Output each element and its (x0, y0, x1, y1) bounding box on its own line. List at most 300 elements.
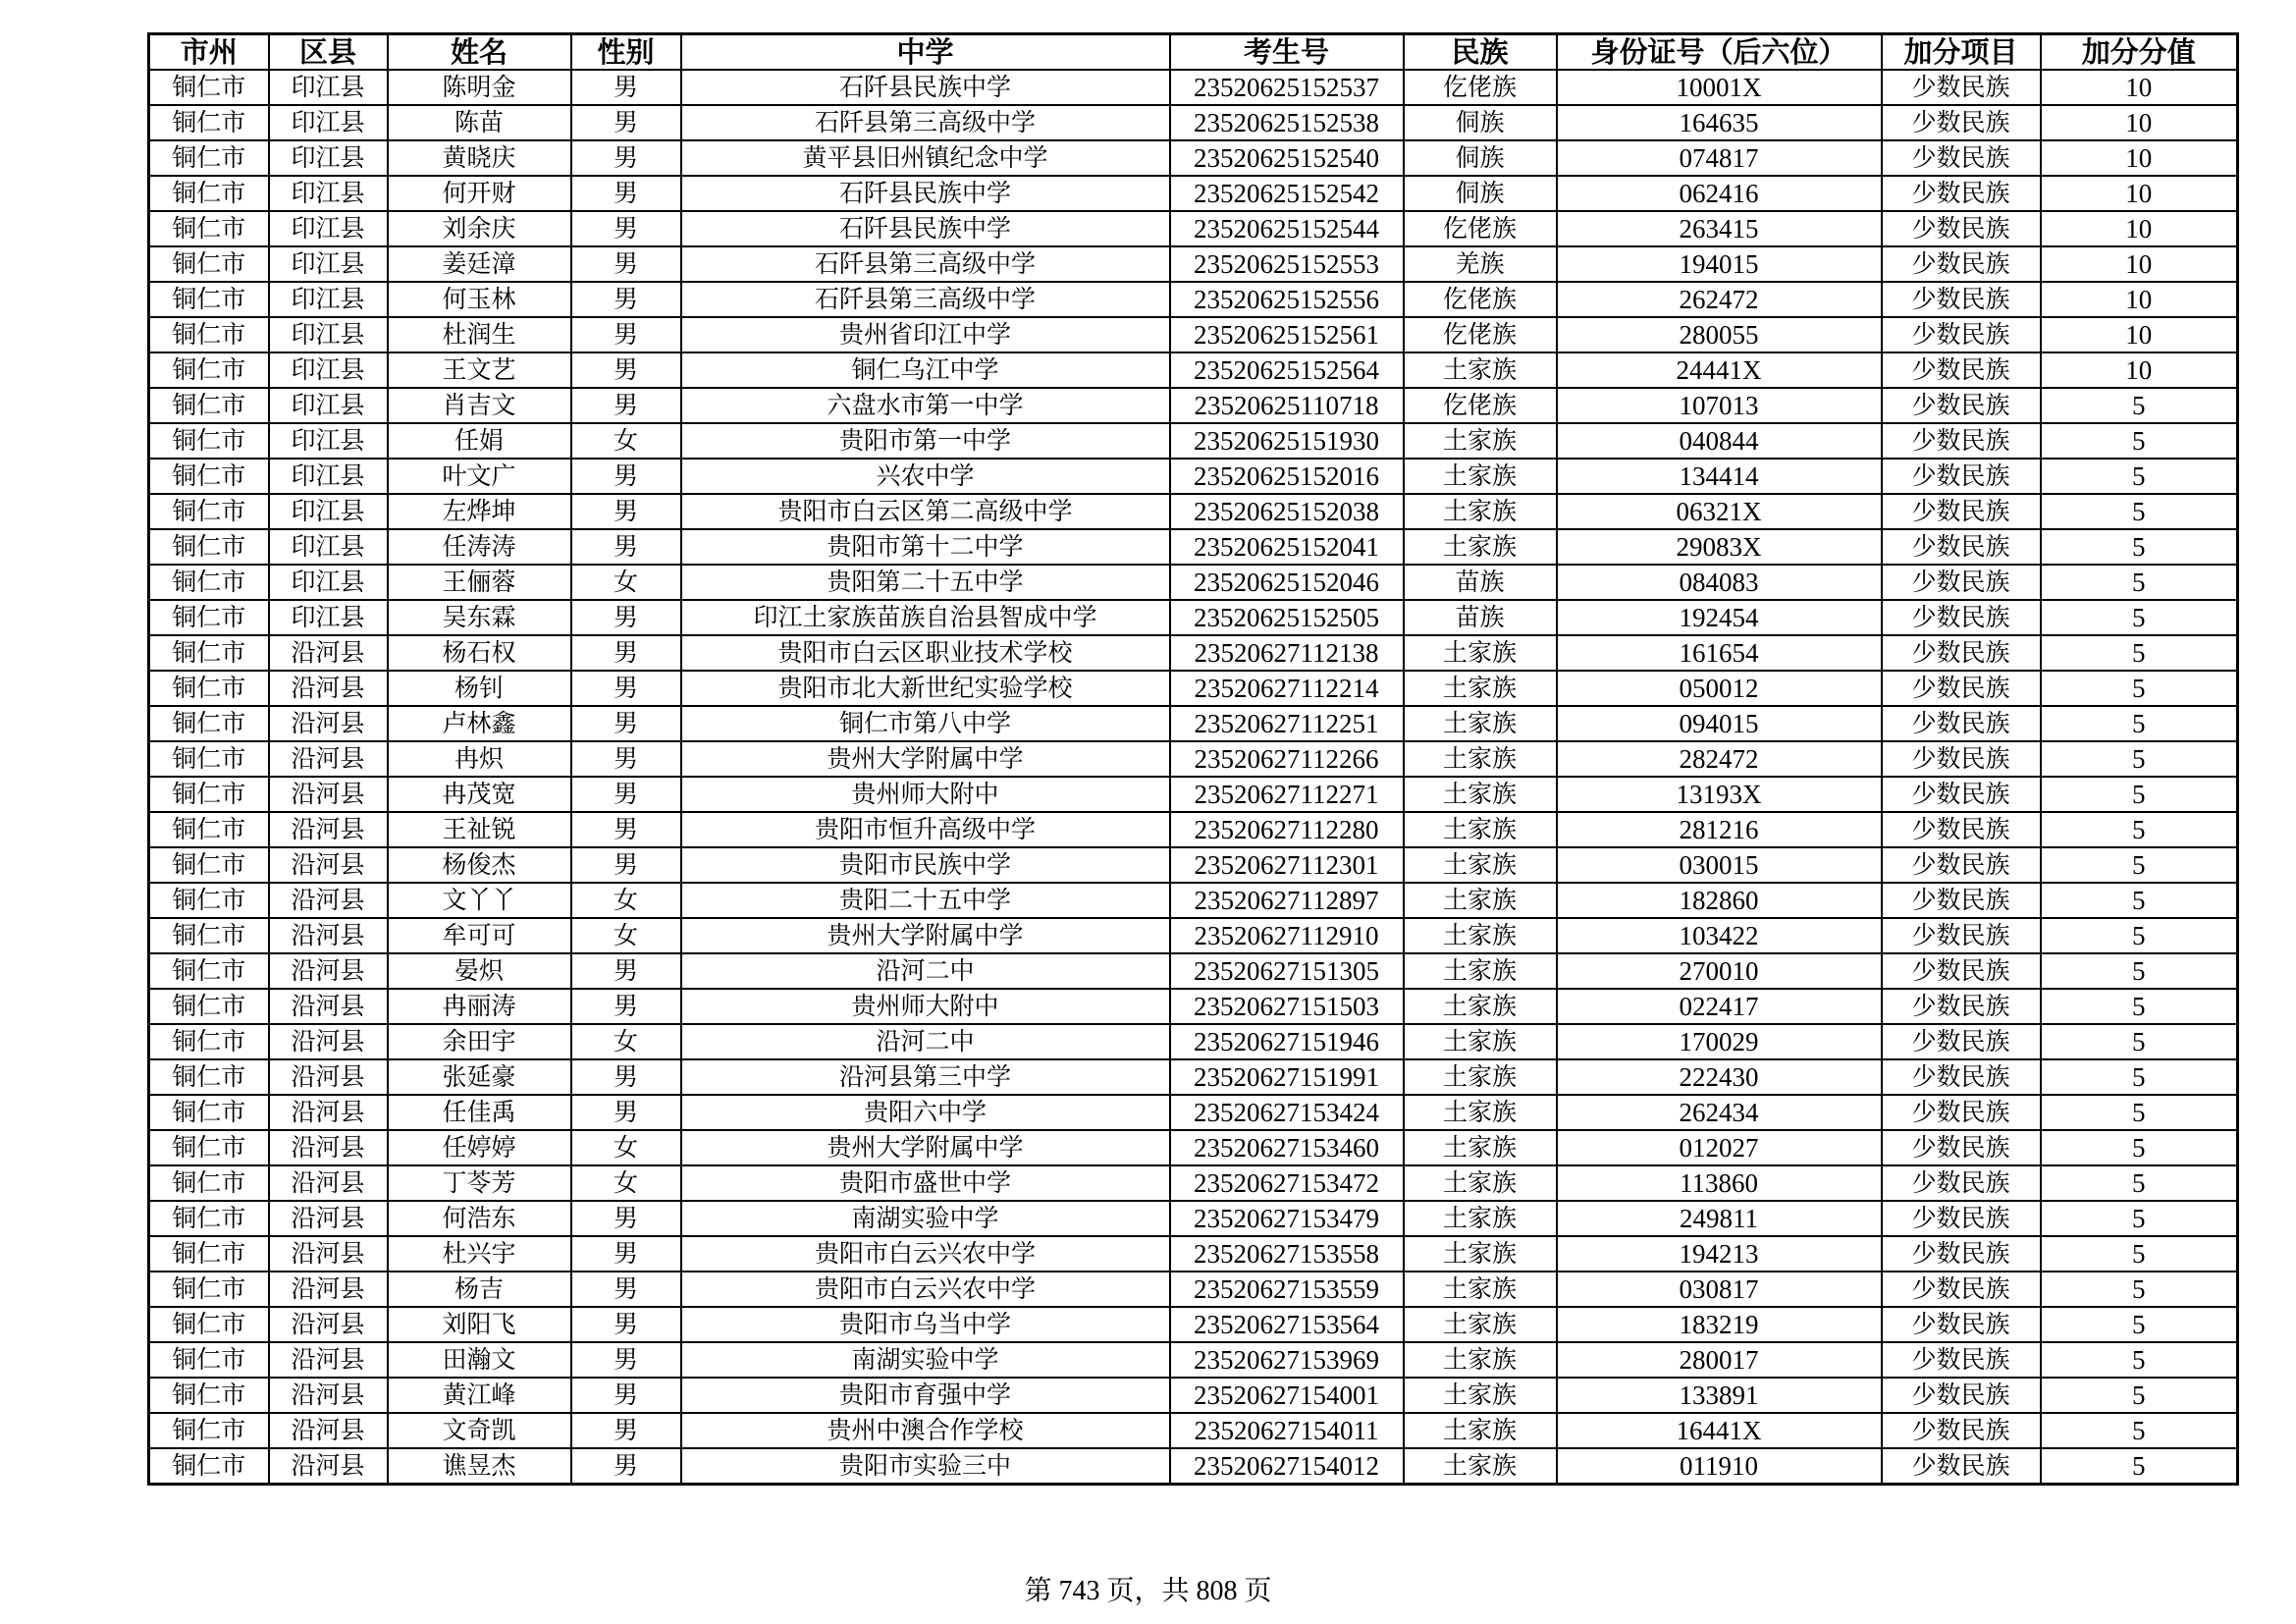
cell-id-last6: 06321X (1557, 494, 1882, 529)
table-row (149, 1095, 2238, 1130)
cell-ethnicity: 土家族 (1404, 1448, 1557, 1485)
cell-county: 沿河县 (269, 706, 388, 741)
cell-gender: 男 (571, 1095, 681, 1130)
cell-bonus-item: 少数民族 (1882, 105, 2041, 140)
cell-city: 铜仁市 (149, 529, 269, 565)
cell-bonus-item: 少数民族 (1882, 176, 2041, 211)
cell-city: 铜仁市 (149, 1130, 269, 1165)
cell-gender: 男 (571, 529, 681, 565)
cell-school: 铜仁乌江中学 (681, 352, 1170, 388)
cell-name: 余田宇 (388, 1024, 571, 1059)
cell-id-last6: 084083 (1557, 565, 1882, 600)
cell-city: 铜仁市 (149, 635, 269, 671)
cell-bonus-item: 少数民族 (1882, 317, 2041, 352)
cell-county: 印江县 (269, 352, 388, 388)
cell-name: 卢林鑫 (388, 706, 571, 741)
cell-county: 沿河县 (269, 918, 388, 953)
cell-school: 贵州省印江中学 (681, 317, 1170, 352)
cell-name: 姜廷漳 (388, 246, 571, 282)
cell-school: 贵阳市实验三中 (681, 1448, 1170, 1485)
cell-ethnicity: 仡佬族 (1404, 70, 1557, 105)
cell-county: 印江县 (269, 282, 388, 317)
table-row (149, 777, 2238, 812)
cell-school: 沿河二中 (681, 1024, 1170, 1059)
cell-exam-no: 23520625152540 (1170, 140, 1404, 176)
cell-county: 印江县 (269, 105, 388, 140)
cell-school: 贵阳市第十二中学 (681, 529, 1170, 565)
cell-name: 任娟 (388, 423, 571, 459)
cell-name: 何浩东 (388, 1201, 571, 1236)
cell-id-last6: 012027 (1557, 1130, 1882, 1165)
cell-city: 铜仁市 (149, 388, 269, 423)
cell-id-last6: 13193X (1557, 777, 1882, 812)
cell-ethnicity: 土家族 (1404, 741, 1557, 777)
cell-id-last6: 113860 (1557, 1165, 1882, 1201)
cell-ethnicity: 土家族 (1404, 635, 1557, 671)
cell-ethnicity: 土家族 (1404, 1378, 1557, 1413)
cell-bonus-score: 5 (2041, 706, 2238, 741)
cell-ethnicity: 土家族 (1404, 953, 1557, 989)
cell-gender: 男 (571, 211, 681, 246)
cell-county: 沿河县 (269, 847, 388, 883)
cell-gender: 男 (571, 1448, 681, 1485)
cell-id-last6: 16441X (1557, 1413, 1882, 1448)
column-header-name: 姓名 (388, 34, 571, 71)
cell-county: 印江县 (269, 423, 388, 459)
table-row (149, 741, 2238, 777)
cell-county: 沿河县 (269, 1165, 388, 1201)
cell-school: 石阡县第三高级中学 (681, 282, 1170, 317)
cell-gender: 男 (571, 1307, 681, 1342)
cell-bonus-item: 少数民族 (1882, 1413, 2041, 1448)
cell-gender: 女 (571, 423, 681, 459)
cell-city: 铜仁市 (149, 812, 269, 847)
cell-exam-no: 23520625152505 (1170, 600, 1404, 635)
table-row (149, 140, 2238, 176)
table-row (149, 1130, 2238, 1165)
cell-school: 贵阳市恒升高级中学 (681, 812, 1170, 847)
cell-name: 田瀚文 (388, 1342, 571, 1378)
cell-name: 左烨坤 (388, 494, 571, 529)
cell-ethnicity: 土家族 (1404, 918, 1557, 953)
cell-ethnicity: 土家族 (1404, 1024, 1557, 1059)
cell-city: 铜仁市 (149, 777, 269, 812)
table-row (149, 989, 2238, 1024)
page-footer: 第 743 页，共 808 页 (1024, 1576, 1272, 1606)
cell-id-last6: 094015 (1557, 706, 1882, 741)
cell-gender: 女 (571, 565, 681, 600)
cell-bonus-item: 少数民族 (1882, 777, 2041, 812)
cell-school: 贵州大学附属中学 (681, 741, 1170, 777)
cell-bonus-item: 少数民族 (1882, 352, 2041, 388)
cell-bonus-item: 少数民族 (1882, 847, 2041, 883)
cell-city: 铜仁市 (149, 1236, 269, 1272)
cell-city: 铜仁市 (149, 105, 269, 140)
cell-gender: 男 (571, 989, 681, 1024)
cell-bonus-item: 少数民族 (1882, 1448, 2041, 1485)
cell-bonus-score: 5 (2041, 1342, 2238, 1378)
cell-name: 叶文广 (388, 459, 571, 494)
cell-bonus-item: 少数民族 (1882, 211, 2041, 246)
cell-bonus-item: 少数民族 (1882, 1059, 2041, 1095)
cell-name: 冉茂宽 (388, 777, 571, 812)
cell-id-last6: 040844 (1557, 423, 1882, 459)
cell-bonus-score: 10 (2041, 105, 2238, 140)
cell-id-last6: 030817 (1557, 1272, 1882, 1307)
cell-ethnicity: 土家族 (1404, 777, 1557, 812)
cell-exam-no: 23520625152564 (1170, 352, 1404, 388)
table-row (149, 494, 2238, 529)
cell-bonus-item: 少数民族 (1882, 1024, 2041, 1059)
cell-bonus-score: 5 (2041, 529, 2238, 565)
cell-school: 沿河二中 (681, 953, 1170, 989)
table-row (149, 918, 2238, 953)
cell-ethnicity: 侗族 (1404, 140, 1557, 176)
cell-school: 沿河县第三中学 (681, 1059, 1170, 1095)
cell-city: 铜仁市 (149, 1272, 269, 1307)
cell-exam-no: 23520627154012 (1170, 1448, 1404, 1485)
cell-exam-no: 23520625152016 (1170, 459, 1404, 494)
cell-name: 任涛涛 (388, 529, 571, 565)
cell-school: 贵阳市乌当中学 (681, 1307, 1170, 1342)
cell-school: 贵州大学附属中学 (681, 918, 1170, 953)
cell-name: 杜润生 (388, 317, 571, 352)
cell-school: 贵州中澳合作学校 (681, 1413, 1170, 1448)
cell-exam-no: 23520625152046 (1170, 565, 1404, 600)
cell-city: 铜仁市 (149, 423, 269, 459)
cell-id-last6: 107013 (1557, 388, 1882, 423)
cell-county: 印江县 (269, 529, 388, 565)
cell-ethnicity: 土家族 (1404, 1130, 1557, 1165)
cell-bonus-score: 5 (2041, 1272, 2238, 1307)
cell-county: 沿河县 (269, 1024, 388, 1059)
table-row (149, 246, 2238, 282)
table-header (149, 34, 2238, 71)
column-header-county: 区县 (269, 34, 388, 71)
table-row (149, 1378, 2238, 1413)
cell-ethnicity: 土家族 (1404, 1272, 1557, 1307)
cell-name: 杨吉 (388, 1272, 571, 1307)
cell-name: 王祉锐 (388, 812, 571, 847)
cell-city: 铜仁市 (149, 847, 269, 883)
cell-school: 贵州大学附属中学 (681, 1130, 1170, 1165)
cell-name: 杨钊 (388, 671, 571, 706)
cell-ethnicity: 仡佬族 (1404, 211, 1557, 246)
cell-gender: 男 (571, 388, 681, 423)
cell-id-last6: 262434 (1557, 1095, 1882, 1130)
cell-id-last6: 263415 (1557, 211, 1882, 246)
cell-exam-no: 23520627154001 (1170, 1378, 1404, 1413)
header-row (149, 34, 2238, 71)
cell-id-last6: 062416 (1557, 176, 1882, 211)
cell-gender: 男 (571, 246, 681, 282)
cell-ethnicity: 苗族 (1404, 565, 1557, 600)
cell-bonus-item: 少数民族 (1882, 918, 2041, 953)
cell-school: 贵阳市盛世中学 (681, 1165, 1170, 1201)
cell-city: 铜仁市 (149, 459, 269, 494)
cell-ethnicity: 侗族 (1404, 176, 1557, 211)
cell-name: 刘阳飞 (388, 1307, 571, 1342)
cell-exam-no: 23520627153479 (1170, 1201, 1404, 1236)
cell-id-last6: 262472 (1557, 282, 1882, 317)
cell-school: 贵阳市白云兴农中学 (681, 1236, 1170, 1272)
cell-county: 沿河县 (269, 741, 388, 777)
cell-school: 兴农中学 (681, 459, 1170, 494)
cell-school: 南湖实验中学 (681, 1201, 1170, 1236)
cell-id-last6: 29083X (1557, 529, 1882, 565)
cell-exam-no: 23520625152542 (1170, 176, 1404, 211)
cell-bonus-score: 5 (2041, 918, 2238, 953)
cell-gender: 男 (571, 635, 681, 671)
cell-exam-no: 23520625110718 (1170, 388, 1404, 423)
cell-school: 石阡县民族中学 (681, 176, 1170, 211)
column-header-exam-no: 考生号 (1170, 34, 1404, 71)
cell-exam-no: 23520625152556 (1170, 282, 1404, 317)
cell-ethnicity: 土家族 (1404, 1236, 1557, 1272)
cell-bonus-item: 少数民族 (1882, 70, 2041, 105)
cell-exam-no: 23520627154011 (1170, 1413, 1404, 1448)
cell-city: 铜仁市 (149, 1413, 269, 1448)
table-row (149, 600, 2238, 635)
cell-school: 贵阳市第一中学 (681, 423, 1170, 459)
cell-city: 铜仁市 (149, 741, 269, 777)
column-header-bonus-score: 加分分值 (2041, 34, 2238, 71)
cell-gender: 男 (571, 352, 681, 388)
cell-ethnicity: 土家族 (1404, 529, 1557, 565)
cell-city: 铜仁市 (149, 953, 269, 989)
cell-id-last6: 022417 (1557, 989, 1882, 1024)
cell-bonus-item: 少数民族 (1882, 246, 2041, 282)
cell-county: 沿河县 (269, 1448, 388, 1485)
cell-gender: 男 (571, 140, 681, 176)
cell-bonus-score: 5 (2041, 1130, 2238, 1165)
cell-name: 王俪蓉 (388, 565, 571, 600)
cell-county: 印江县 (269, 494, 388, 529)
cell-school: 石阡县民族中学 (681, 70, 1170, 105)
cell-ethnicity: 土家族 (1404, 1307, 1557, 1342)
cell-county: 沿河县 (269, 1130, 388, 1165)
cell-name: 杨俊杰 (388, 847, 571, 883)
cell-gender: 男 (571, 70, 681, 105)
cell-gender: 男 (571, 282, 681, 317)
cell-name: 张延豪 (388, 1059, 571, 1095)
table-row (149, 282, 2238, 317)
cell-ethnicity: 羌族 (1404, 246, 1557, 282)
cell-name: 晏炽 (388, 953, 571, 989)
cell-name: 陈明金 (388, 70, 571, 105)
cell-exam-no: 23520627153559 (1170, 1272, 1404, 1307)
table-row (149, 211, 2238, 246)
cell-school: 贵阳市白云区第二高级中学 (681, 494, 1170, 529)
cell-city: 铜仁市 (149, 282, 269, 317)
cell-gender: 男 (571, 671, 681, 706)
cell-bonus-item: 少数民族 (1882, 140, 2041, 176)
cell-id-last6: 030015 (1557, 847, 1882, 883)
cell-county: 沿河县 (269, 883, 388, 918)
cell-city: 铜仁市 (149, 1165, 269, 1201)
cell-city: 铜仁市 (149, 671, 269, 706)
cell-city: 铜仁市 (149, 140, 269, 176)
cell-bonus-score: 10 (2041, 246, 2238, 282)
cell-exam-no: 23520627151946 (1170, 1024, 1404, 1059)
cell-county: 印江县 (269, 140, 388, 176)
cell-city: 铜仁市 (149, 246, 269, 282)
cell-county: 沿河县 (269, 812, 388, 847)
cell-name: 黄江峰 (388, 1378, 571, 1413)
cell-gender: 男 (571, 1378, 681, 1413)
cell-bonus-score: 5 (2041, 388, 2238, 423)
cell-id-last6: 134414 (1557, 459, 1882, 494)
cell-bonus-score: 5 (2041, 1236, 2238, 1272)
cell-bonus-score: 10 (2041, 176, 2238, 211)
cell-name: 王文艺 (388, 352, 571, 388)
cell-id-last6: 280055 (1557, 317, 1882, 352)
cell-county: 沿河县 (269, 1272, 388, 1307)
cell-county: 沿河县 (269, 1095, 388, 1130)
cell-name: 文奇凯 (388, 1413, 571, 1448)
cell-name: 冉丽涛 (388, 989, 571, 1024)
table-row (149, 352, 2238, 388)
table-row (149, 105, 2238, 140)
cell-bonus-score: 10 (2041, 140, 2238, 176)
cell-name: 谯昱杰 (388, 1448, 571, 1485)
column-header-ethnicity: 民族 (1404, 34, 1557, 71)
cell-bonus-score: 10 (2041, 317, 2238, 352)
cell-exam-no: 23520627153424 (1170, 1095, 1404, 1130)
cell-bonus-item: 少数民族 (1882, 635, 2041, 671)
cell-ethnicity: 土家族 (1404, 812, 1557, 847)
cell-name: 刘余庆 (388, 211, 571, 246)
cell-id-last6: 280017 (1557, 1342, 1882, 1378)
cell-bonus-item: 少数民族 (1882, 989, 2041, 1024)
cell-bonus-item: 少数民族 (1882, 1342, 2041, 1378)
cell-id-last6: 270010 (1557, 953, 1882, 989)
cell-city: 铜仁市 (149, 352, 269, 388)
cell-county: 印江县 (269, 176, 388, 211)
cell-bonus-score: 10 (2041, 70, 2238, 105)
cell-exam-no: 23520627112138 (1170, 635, 1404, 671)
cell-county: 沿河县 (269, 953, 388, 989)
cell-bonus-score: 10 (2041, 352, 2238, 388)
cell-city: 铜仁市 (149, 1448, 269, 1485)
cell-gender: 男 (571, 847, 681, 883)
cell-county: 印江县 (269, 211, 388, 246)
cell-county: 沿河县 (269, 989, 388, 1024)
cell-school: 贵州师大附中 (681, 989, 1170, 1024)
cell-county: 沿河县 (269, 1059, 388, 1095)
cell-bonus-score: 5 (2041, 1448, 2238, 1485)
cell-bonus-score: 5 (2041, 1059, 2238, 1095)
cell-id-last6: 281216 (1557, 812, 1882, 847)
cell-exam-no: 23520627153460 (1170, 1130, 1404, 1165)
cell-bonus-score: 5 (2041, 989, 2238, 1024)
table-row (149, 1024, 2238, 1059)
cell-ethnicity: 土家族 (1404, 847, 1557, 883)
cell-bonus-score: 5 (2041, 565, 2238, 600)
cell-exam-no: 23520627153472 (1170, 1165, 1404, 1201)
cell-bonus-item: 少数民族 (1882, 1378, 2041, 1413)
cell-city: 铜仁市 (149, 1059, 269, 1095)
cell-county: 沿河县 (269, 1378, 388, 1413)
cell-city: 铜仁市 (149, 211, 269, 246)
cell-bonus-item: 少数民族 (1882, 1130, 2041, 1165)
cell-ethnicity: 仡佬族 (1404, 282, 1557, 317)
cell-bonus-item: 少数民族 (1882, 565, 2041, 600)
cell-gender: 男 (571, 176, 681, 211)
cell-exam-no: 23520627153564 (1170, 1307, 1404, 1342)
cell-exam-no: 23520627112266 (1170, 741, 1404, 777)
cell-ethnicity: 土家族 (1404, 352, 1557, 388)
table-row (149, 176, 2238, 211)
cell-gender: 男 (571, 317, 681, 352)
column-header-gender: 性别 (571, 34, 681, 71)
cell-id-last6: 249811 (1557, 1201, 1882, 1236)
cell-bonus-item: 少数民族 (1882, 953, 2041, 989)
cell-county: 印江县 (269, 565, 388, 600)
column-header-city: 市州 (149, 34, 269, 71)
cell-exam-no: 23520627151991 (1170, 1059, 1404, 1095)
cell-name: 丁苓芳 (388, 1165, 571, 1201)
cell-bonus-score: 5 (2041, 1024, 2238, 1059)
cell-school: 石阡县民族中学 (681, 211, 1170, 246)
cell-gender: 男 (571, 1059, 681, 1095)
cell-exam-no: 23520627112271 (1170, 777, 1404, 812)
cell-school: 贵阳二十五中学 (681, 883, 1170, 918)
cell-name: 何玉林 (388, 282, 571, 317)
cell-gender: 男 (571, 1272, 681, 1307)
cell-ethnicity: 土家族 (1404, 1165, 1557, 1201)
cell-ethnicity: 仡佬族 (1404, 317, 1557, 352)
table-row (149, 1307, 2238, 1342)
table-row (149, 812, 2238, 847)
cell-city: 铜仁市 (149, 600, 269, 635)
table-row (149, 847, 2238, 883)
cell-ethnicity: 土家族 (1404, 883, 1557, 918)
cell-name: 任佳禹 (388, 1095, 571, 1130)
cell-name: 冉炽 (388, 741, 571, 777)
cell-bonus-score: 10 (2041, 211, 2238, 246)
cell-city: 铜仁市 (149, 70, 269, 105)
cell-gender: 男 (571, 105, 681, 140)
cell-name: 黄晓庆 (388, 140, 571, 176)
table-row (149, 883, 2238, 918)
table-row (149, 1448, 2238, 1485)
cell-id-last6: 074817 (1557, 140, 1882, 176)
cell-city: 铜仁市 (149, 565, 269, 600)
cell-city: 铜仁市 (149, 1024, 269, 1059)
cell-gender: 男 (571, 777, 681, 812)
cell-name: 吴东霖 (388, 600, 571, 635)
cell-ethnicity: 土家族 (1404, 1095, 1557, 1130)
cell-exam-no: 23520625151930 (1170, 423, 1404, 459)
cell-bonus-item: 少数民族 (1882, 1095, 2041, 1130)
cell-gender: 男 (571, 1342, 681, 1378)
table-row (149, 1272, 2238, 1307)
cell-school: 贵阳市育强中学 (681, 1378, 1170, 1413)
cell-school: 黄平县旧州镇纪念中学 (681, 140, 1170, 176)
cell-school: 贵阳市北大新世纪实验学校 (681, 671, 1170, 706)
cell-city: 铜仁市 (149, 883, 269, 918)
cell-name: 文丫丫 (388, 883, 571, 918)
cell-bonus-score: 5 (2041, 1307, 2238, 1342)
cell-id-last6: 164635 (1557, 105, 1882, 140)
cell-bonus-item: 少数民族 (1882, 741, 2041, 777)
table-row (149, 635, 2238, 671)
cell-id-last6: 161654 (1557, 635, 1882, 671)
cell-bonus-score: 5 (2041, 741, 2238, 777)
cell-bonus-score: 5 (2041, 1413, 2238, 1448)
cell-city: 铜仁市 (149, 494, 269, 529)
